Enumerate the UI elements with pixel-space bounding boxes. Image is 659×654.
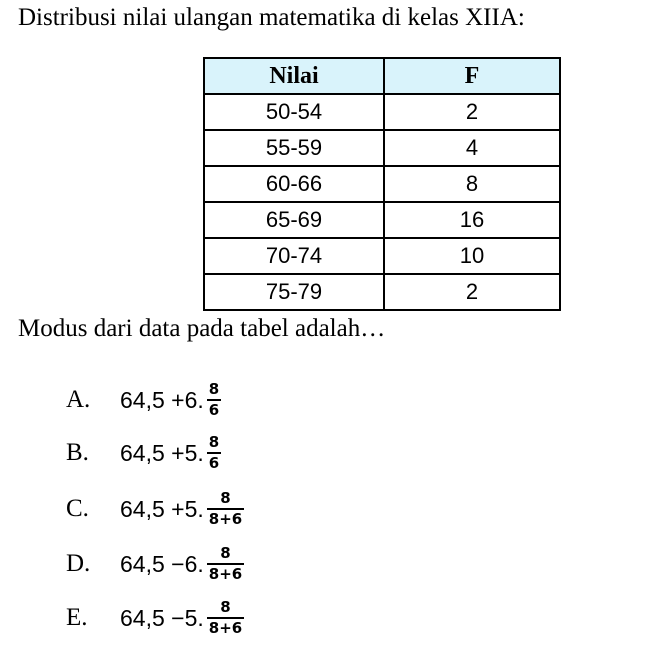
option-expression: 64,5 +5.: [120, 439, 204, 466]
cell-nilai: 55-59: [204, 130, 384, 166]
fraction-numerator: 8: [220, 598, 231, 616]
cell-nilai: 75-79: [204, 274, 384, 310]
fraction-denominator: 6: [208, 401, 220, 419]
fraction-denominator: 8+6: [208, 510, 243, 528]
cell-frequency: 10: [384, 238, 560, 274]
option-expression: 64,5 +6.: [120, 386, 204, 413]
option-d[interactable]: [66, 539, 244, 589]
option-letter: A.: [66, 386, 91, 413]
fraction: [207, 434, 221, 472]
header-nilai: Nilai: [204, 58, 384, 94]
option-letter: E.: [66, 604, 88, 631]
option-expression: 64,5 −5.: [120, 604, 204, 631]
table-row: [204, 166, 560, 202]
fraction-denominator: 8+6: [208, 619, 243, 637]
cell-nilai: 50-54: [204, 94, 384, 130]
cell-frequency: 2: [384, 274, 560, 310]
fraction-numerator: 8: [220, 489, 231, 507]
fraction-numerator: 8: [208, 433, 220, 451]
fraction-numerator: 8: [220, 544, 231, 562]
cell-nilai: 70-74: [204, 238, 384, 274]
cell-nilai: 60-66: [204, 166, 384, 202]
fraction: [207, 599, 244, 637]
option-a[interactable]: [66, 375, 221, 425]
fraction: [207, 490, 244, 528]
option-b[interactable]: [66, 428, 221, 478]
option-expression: 64,5 −6.: [120, 550, 204, 577]
table-row: [204, 130, 560, 166]
header-f: F: [384, 58, 560, 94]
fraction-denominator: 6: [208, 454, 220, 472]
option-letter: D.: [66, 550, 91, 577]
option-expression: 64,5 +5.: [120, 495, 204, 522]
option-c[interactable]: [66, 484, 244, 534]
cell-frequency: 4: [384, 130, 560, 166]
fraction: [207, 545, 244, 583]
cell-frequency: 8: [384, 166, 560, 202]
table-row: [204, 202, 560, 238]
fraction-numerator: 8: [208, 380, 220, 398]
table-row: [204, 94, 560, 130]
cell-nilai: 65-69: [204, 202, 384, 238]
option-letter: B.: [66, 439, 89, 466]
option-letter: C.: [66, 495, 89, 522]
fraction-denominator: 8+6: [208, 565, 243, 583]
intro-text: Distribusi nilai ulangan matematika di kelas XIIA:: [18, 4, 525, 31]
cell-frequency: 16: [384, 202, 560, 238]
option-e[interactable]: [66, 593, 244, 643]
table-header-row: [204, 58, 560, 94]
frequency-table: [203, 57, 561, 311]
fraction: [207, 381, 221, 419]
table-row: [204, 238, 560, 274]
table-row: [204, 274, 560, 310]
cell-frequency: 2: [384, 94, 560, 130]
question-text: Modus dari data pada tabel adalah…: [18, 315, 386, 342]
